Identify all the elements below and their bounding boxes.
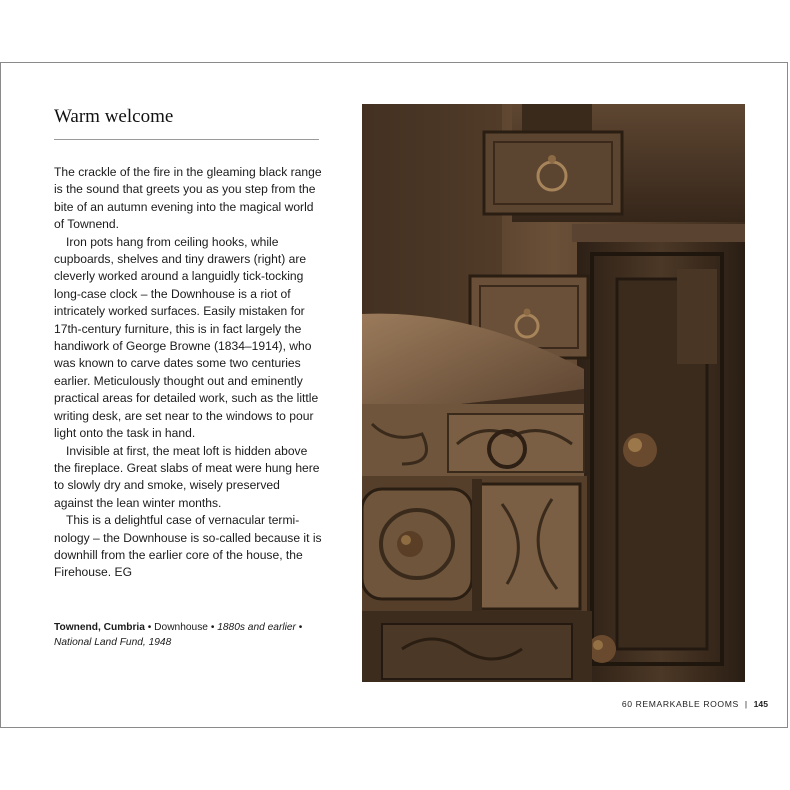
carved-cabinet-illustration	[362, 104, 745, 682]
paragraph: The crackle of the fire in the gleaming black range is the sound that greets you as you step from the bite of an autumn evening into the magical world of Townend.	[54, 165, 322, 232]
page-footer	[622, 699, 768, 709]
paragraph: This is a delightful case of vernacular terminology – the Downhouse is so-called because it is downhill from the earlier core of the house, the Firehouse. EG	[54, 513, 322, 580]
page-number: 145	[753, 699, 768, 709]
caption-date: 1880s and earlier	[217, 622, 296, 633]
caption-source: National Land Fund, 1948	[54, 637, 172, 648]
paragraph: Invisible at first, the meat loft is hidden above the fireplace. Great slabs of meat were hung here to slowly dry and smoke, wisely preserved against the lean winter months.	[54, 443, 320, 510]
article-title: Warm welcome	[54, 106, 174, 127]
caption-room: Downhouse	[154, 622, 208, 633]
book-title: 60 REMARKABLE ROOMS	[621, 699, 739, 709]
photo-caption: Townend, Cumbria • Downhouse • 1880s and earlier • National Land Fund, 1948	[54, 622, 303, 648]
article-body	[54, 164, 322, 582]
caption-place: Townend, Cumbria	[54, 622, 145, 633]
furniture-photo	[362, 104, 745, 682]
paragraph: Iron pots hang from ceiling hooks, while cupboards, shelves and tiny drawers (right) are cleverly worked around a languidly tick-tocking long-case clock – the Downhouse is a riot of intricately worked surfaces. Easily mistaken for 17th-century furniture, this is in fact largely the handiwork of George Browne (1834–1914), who was known to carve dates some two centuries earlier. Meticulously thought out and eminently practical areas for detailed work, such as the little writing desk, are set near to the windows to pour light onto the task in hand.	[54, 234, 319, 441]
title-rule	[54, 139, 319, 140]
footer-separator: |	[744, 699, 748, 709]
